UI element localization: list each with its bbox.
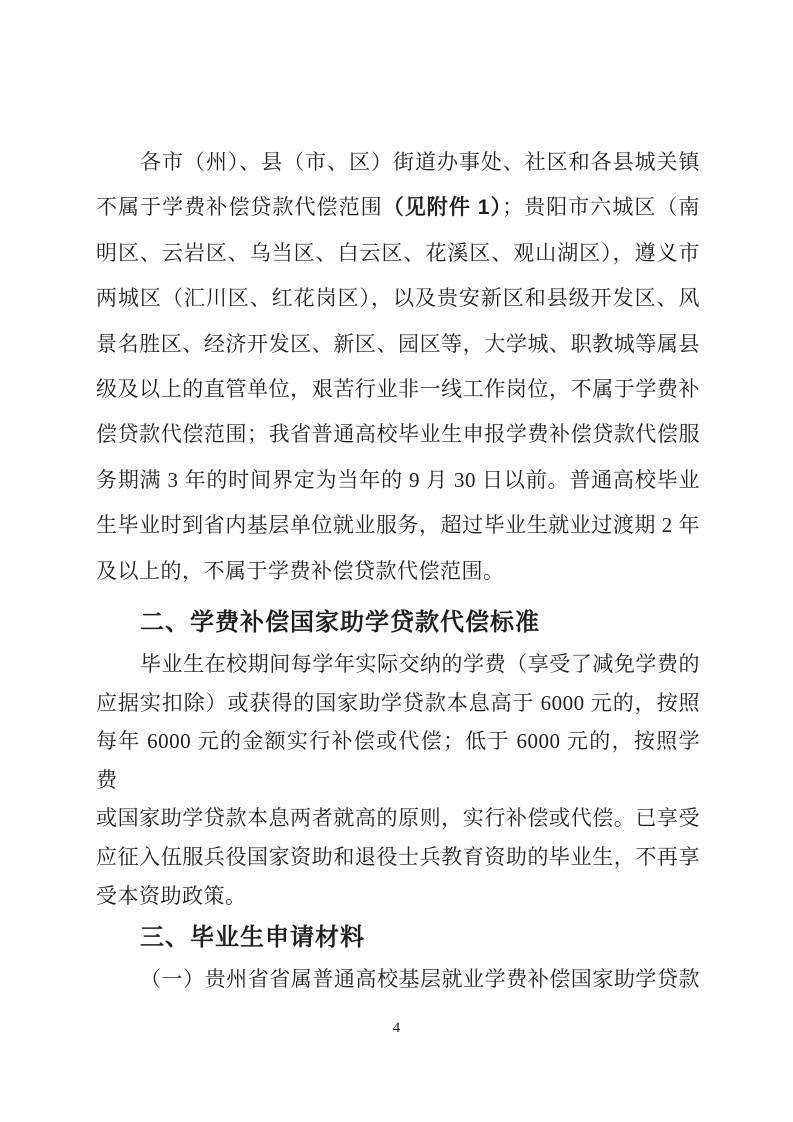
text-line [96, 185, 700, 230]
text-segment: 或国家助学贷款本息两者就高的原则，实行补偿或代偿。已享受 [96, 806, 700, 831]
text-line [96, 458, 700, 503]
text-line [96, 276, 700, 321]
heading-section-2: 二、学费补偿国家助学贷款代偿标准 [140, 609, 540, 637]
text-segment: 应征入伍服兵役国家资助和退役士兵教育资助的毕业生，不再享 [96, 845, 700, 870]
text-segment: 受本资助政策。 [96, 883, 247, 908]
text-line [96, 799, 700, 838]
text-segment: 各市（州）、县（市、区）街道办事处、社区和各县城关镇 [140, 150, 700, 174]
page-number: 4 [392, 1020, 401, 1036]
text-line [96, 140, 700, 185]
text-line [96, 503, 700, 548]
text-segment: 级及以上的直管单位，艰苦行业非一线工作岗位，不属于学费补 [96, 377, 700, 402]
heading-section-3: 三、毕业生申请材料 [140, 924, 365, 952]
text-line [96, 722, 700, 799]
text-segment: 景名胜区、经济开发区、新区、园区等，大学城、职教城等属县 [96, 331, 700, 356]
text-segment: 每年 6000 元的金额实行补偿或代偿；低于 6000 元的，按照学费 [96, 729, 700, 792]
text-segment: 应据实扣除）或获得的国家助学贷款本息高于 6000 元的，按照 [96, 690, 700, 715]
text-line [96, 231, 700, 276]
text-line [96, 838, 700, 877]
text-segment: 两城区（汇川区、红花岗区），以及贵安新区和县级开发区、风 [96, 286, 700, 311]
text-segment: 明区、云岩区、乌当区、白云区、花溪区、观山湖区），遵义市 [96, 240, 700, 265]
text-line [96, 322, 700, 367]
text-line [96, 960, 700, 999]
text-line [96, 645, 700, 684]
text-segment: 及以上的，不属于学费补偿贷款代偿范围。 [96, 558, 505, 583]
text-line [96, 549, 700, 594]
para-application-materials [96, 960, 700, 999]
text-line [96, 877, 700, 916]
para-compensation-standard [96, 645, 700, 915]
text-segment: 偿贷款代偿范围；我省普通高校毕业生申报学费补偿贷款代偿服 [96, 422, 700, 447]
text-segment: （一）贵州省省属普通高校基层就业学费补偿国家助学贷款 [140, 967, 700, 992]
text-line [96, 412, 700, 457]
para-compensation-scope [96, 140, 700, 594]
document-content [96, 140, 700, 999]
text-segment: 毕业生在校期间每学年实际交纳的学费（享受了减免学费的 [140, 652, 700, 677]
bold-text-segment: （见附件 1） [382, 196, 503, 220]
text-segment: 不属于学费补偿贷款代偿范围 [96, 195, 383, 220]
text-segment: 务期满 3 年的时间界定为当年的 9 月 30 日以前。普通高校毕业 [96, 467, 700, 492]
text-segment: 生毕业时到省内基层单位就业服务，超过毕业生就业过渡期 2 年 [96, 513, 700, 538]
text-segment: ；贵阳市六城区（南 [502, 195, 701, 220]
text-line [96, 367, 700, 412]
text-line [96, 684, 700, 723]
